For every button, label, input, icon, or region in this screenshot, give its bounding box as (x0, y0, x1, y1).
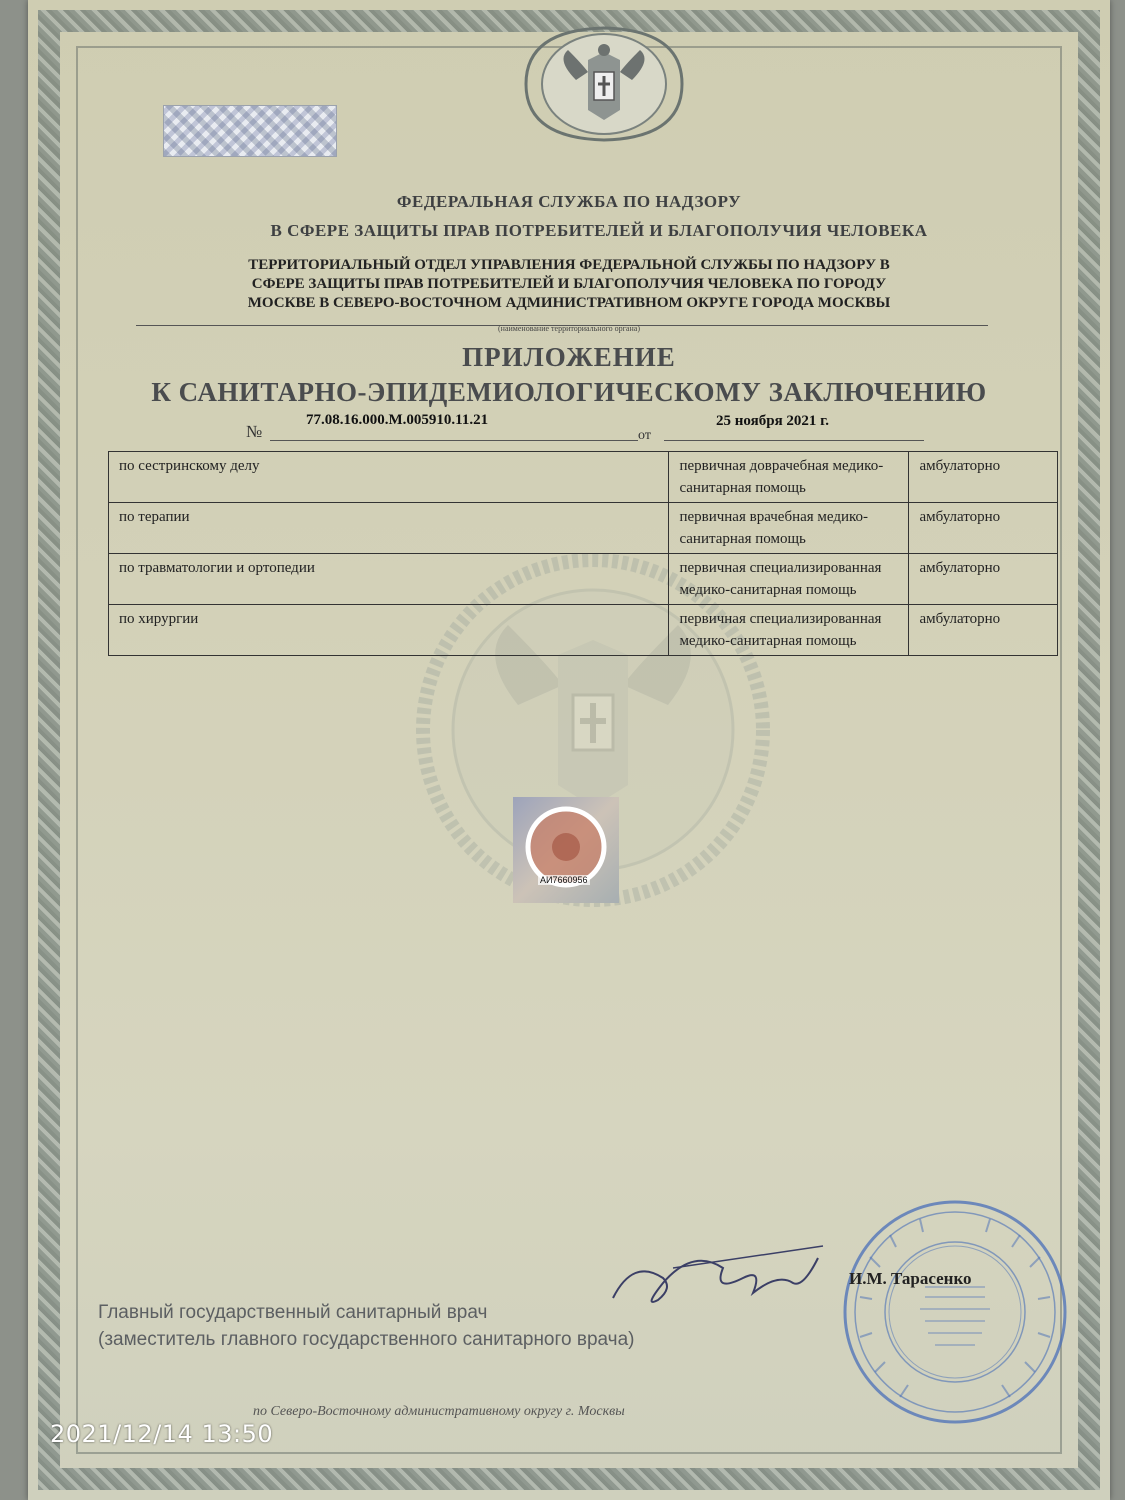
activity-cell: по хирургии (109, 605, 669, 656)
territorial-body (28, 256, 1110, 313)
eagle-emblem-icon (516, 20, 692, 148)
condition-cell: амбулаторно (909, 605, 1058, 656)
activity-cell: по травматологии и ортопедии (109, 554, 669, 605)
handwritten-signature-icon (603, 1238, 833, 1318)
official-stamp-icon (840, 1197, 1070, 1427)
photo-timestamp: 2021/12/14 13:50 (50, 1420, 274, 1448)
activity-cell: по терапии (109, 503, 669, 554)
table-row (109, 605, 1058, 656)
care-type-cell: первичная специализированная медико-санитарная помощь (669, 605, 909, 656)
document-title: ПРИЛОЖЕНИЕ (462, 342, 676, 372)
activity-cell: по сестринскому делу (109, 452, 669, 503)
number-underline (270, 440, 638, 441)
table-row (109, 554, 1058, 605)
number-label: № (246, 422, 263, 441)
signature-title-line-2: (заместитель главного государственного санитарного врача) (98, 1329, 635, 1350)
condition-cell: амбулаторно (909, 452, 1058, 503)
hologram-strip (163, 105, 337, 157)
table-row (109, 452, 1058, 503)
region-footer: по Северо-Восточному административному округу г. Москвы (253, 1404, 625, 1419)
care-type-cell: первичная специализированная медико-санитарная помощь (669, 554, 909, 605)
services-table (108, 451, 1058, 656)
date-label: от (638, 428, 651, 443)
hologram-seal-icon (513, 797, 619, 903)
table-row (109, 503, 1058, 554)
condition-cell: амбулаторно (909, 554, 1058, 605)
care-type-cell: первичная доврачебная медико-санитарная помощь (669, 452, 909, 503)
hologram-number: АИ7660956 (540, 875, 588, 885)
document-number: 77.08.16.000.М.005910.11.21 (306, 412, 489, 428)
agency-line-1: ФЕДЕРАЛЬНАЯ СЛУЖБА ПО НАДЗОРУ (396, 192, 742, 211)
territorial-line-2: СФЕРЕ ЗАЩИТЫ ПРАВ ПОТРЕБИТЕЛЕЙ И БЛАГОПОЛУЧИЯ ЧЕЛОВЕКА ПО ГОРОДУ (251, 276, 887, 292)
document-date: 25 ноября 2021 г. (716, 413, 830, 429)
signer-name: И.М. Тарасенко (849, 1269, 972, 1288)
territorial-line-1: ТЕРРИТОРИАЛЬНЫЙ ОТДЕЛ УПРАВЛЕНИЯ ФЕДЕРАЛЬНОЙ СЛУЖБЫ ПО НАДЗОРУ В (248, 257, 890, 273)
certificate-sheet (28, 0, 1110, 1500)
care-type-cell: первичная врачебная медико-санитарная помощь (669, 503, 909, 554)
agency-line-2: В СФЕРЕ ЗАЩИТЫ ПРАВ ПОТРЕБИТЕЛЕЙ И БЛАГОПОЛУЧИЯ ЧЕЛОВЕКА (270, 221, 928, 240)
condition-cell: амбулаторно (909, 503, 1058, 554)
signature-title-line-1: Главный государственный санитарный врач (98, 1302, 488, 1323)
territorial-line-3: МОСКВЕ В СЕВЕРО-ВОСТОЧНОМ АДМИНИСТРАТИВНОМ ОКРУГЕ ГОРОДА МОСКВЫ (247, 295, 891, 311)
territorial-caption: (наименование территориального органа) (498, 324, 640, 333)
document-subtitle: К САНИТАРНО-ЭПИДЕМИОЛОГИЧЕСКОМУ ЗАКЛЮЧЕНИЮ (151, 377, 987, 407)
date-underline (664, 440, 924, 441)
